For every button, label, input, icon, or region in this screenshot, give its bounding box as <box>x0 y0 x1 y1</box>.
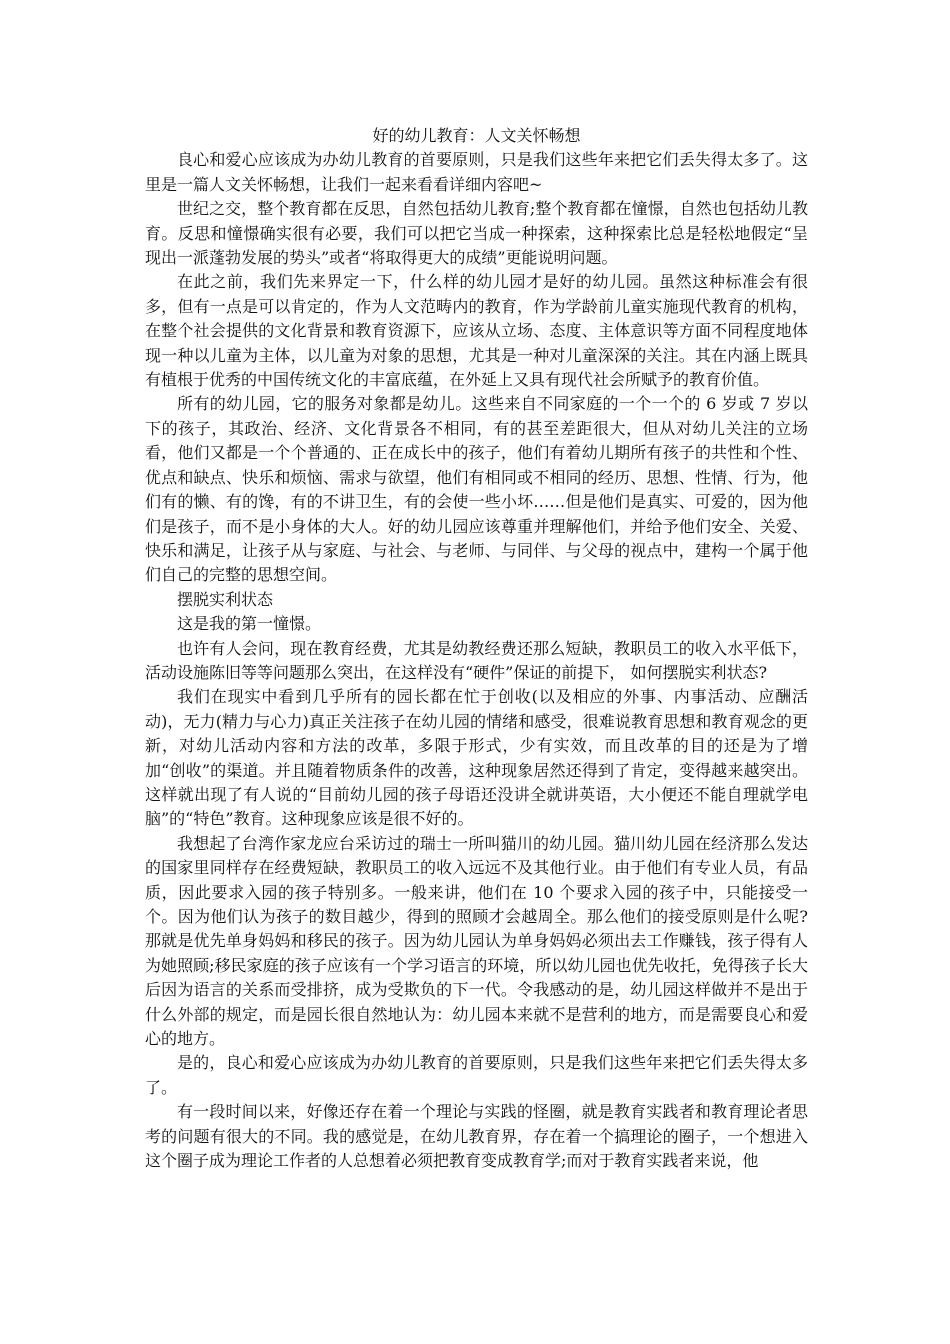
paragraph-question: 也许有人会问，现在教育经费，尤其是幼教经费还那么短缺，教职员工的收入水平低下，活动设施陈旧等等问题那么突出，在这样没有“硬件”保证的前提下， 如何摆脱实利状态? <box>145 638 808 682</box>
paragraph-reflection: 世纪之交，整个教育都在反思，自然包括幼儿教育;整个教育都在憧憬，自然也包括幼儿教育。反思和憧憬确实很有必要，我们可以把它当成一种探索，这种探索比总是轻松地假定“呈现出一派蓬勃发展的势头”或者“将取得更大的成绩”更能说明问题。 <box>145 199 808 268</box>
paragraph-intro: 良心和爱心应该成为办幼儿教育的首要原则，只是我们这些年来把它们丢失得太多了。这里是一篇人文关怀畅想，让我们一起来看看详细内容吧~ <box>145 150 808 194</box>
document-title: 好的幼儿教育：人文关怀畅想 <box>372 126 581 145</box>
document-page <box>145 124 808 1173</box>
paragraph-swiss-example: 我想起了台湾作家龙应台采访过的瑞士一所叫猫川的幼儿园。猫川幼儿园在经济那么发达的国家里同样存在经费短缺，教职员工的收入远远不及其他行业。由于他们有专业人员，有品质，因此要求入园的孩子特别多。一般来讲，他们在 10 个要求入园的孩子中，只能接受一个。因为他们认为孩子的数目越少，得到的照顾才会越周全。那么他们的接受原则是什么呢?那就是优先单身妈妈和移民的孩子。因为幼儿园认为单身妈妈必须出去工作赚钱，孩子得有人为她照顾;移民家庭的孩子应该有一个学习语言的环境，所以幼儿园也优先收托，免得孩子长大后因为语言的关系而受排挤，成为受欺负的下一代。令我感动的是，幼儿园这样做并不是出于什么外部的规定，而是园长很自然地认为：幼儿园本来就不是营利的地方，而是需要良心和爱心的地方。 <box>145 833 808 1049</box>
paragraph-reality: 我们在现实中看到几乎所有的园长都在忙于创收(以及相应的外事、内事活动、应酬活动)，无力(精力与心力)真正关注孩子在幼儿园的情绪和感受，很难说教育思想和教育观念的更新，对幼儿活动内容和方法的改革，多限于形式，少有实效，而且改革的目的还是为了增加“创收”的渠道。并且随着物质条件的改善，这种现象居然还得到了肯定，变得越来越突出。这样就出现了有人说的“目前幼儿园的孩子母语还没讲全就讲英语，大小便还不能自理就学电脑”的“特色”教育。这种现象应该是很不好的。 <box>145 687 808 829</box>
paragraph-definition: 在此之前，我们先来界定一下，什么样的幼儿园才是好的幼儿园。虽然这种标准会有很多，但有一点是可以肯定的，作为人文范畴内的教育，作为学龄前儿童实施现代教育的机构，在整个社会提供的文化背景和教育资源下，应该从立场、态度、主体意识等方面不同程度地体现一种以儿童为主体，以儿童为对象的思想，尤其是一种对儿童深深的关注。其在内涵上既具有植根于优秀的中国传统文化的丰富底蕴，在外延上又具有现代社会所赋予的教育价值。 <box>145 272 808 390</box>
paragraph-principle: 是的，良心和爱心应该成为办幼儿教育的首要原则，只是我们这些年来把它们丢失得太多了。 <box>145 1053 808 1097</box>
section-heading: 摆脱实利状态 <box>177 589 274 609</box>
paragraph-first-vision: 这是我的第一憧憬。 <box>177 614 322 634</box>
paragraph-theory-practice: 有一段时间以来，好像还存在着一个理论与实践的怪圈，就是教育实践者和教育理论者思考的问题有很大的不同。我的感觉是，在幼儿教育界，存在着一个搞理论的圈子，一个想进入这个圈子成为理论工作者的人总想着必须把教育变成教育学;而对于教育实践者来说，他 <box>145 1102 808 1171</box>
paragraph-children: 所有的幼儿园，它的服务对象都是幼儿。这些来自不同家庭的一个一个的 6 岁或 7 岁以下的孩子，其政治、经济、文化背景各不相同，有的甚至差距很大，但从对幼儿关注的立场看，他们又都是一个个普通的、正在成长中的孩子，他们有着幼儿期所有孩子的共性和个性、优点和缺点、快乐和烦恼、需求与欲望，他们有相同或不相同的经历、思想、性情、行为，他们有的懒、有的馋，有的不讲卫生，有的会使一些小坏……但是他们是真实、可爱的，因为他们是孩子，而不是小身体的大人。好的幼儿园应该尊重并理解他们，并给予他们安全、关爱、快乐和满足，让孩子从与家庭、与社会、与老师、与同伴、与父母的视点中，建构一个属于他们自己的完整的思想空间。 <box>145 394 808 585</box>
